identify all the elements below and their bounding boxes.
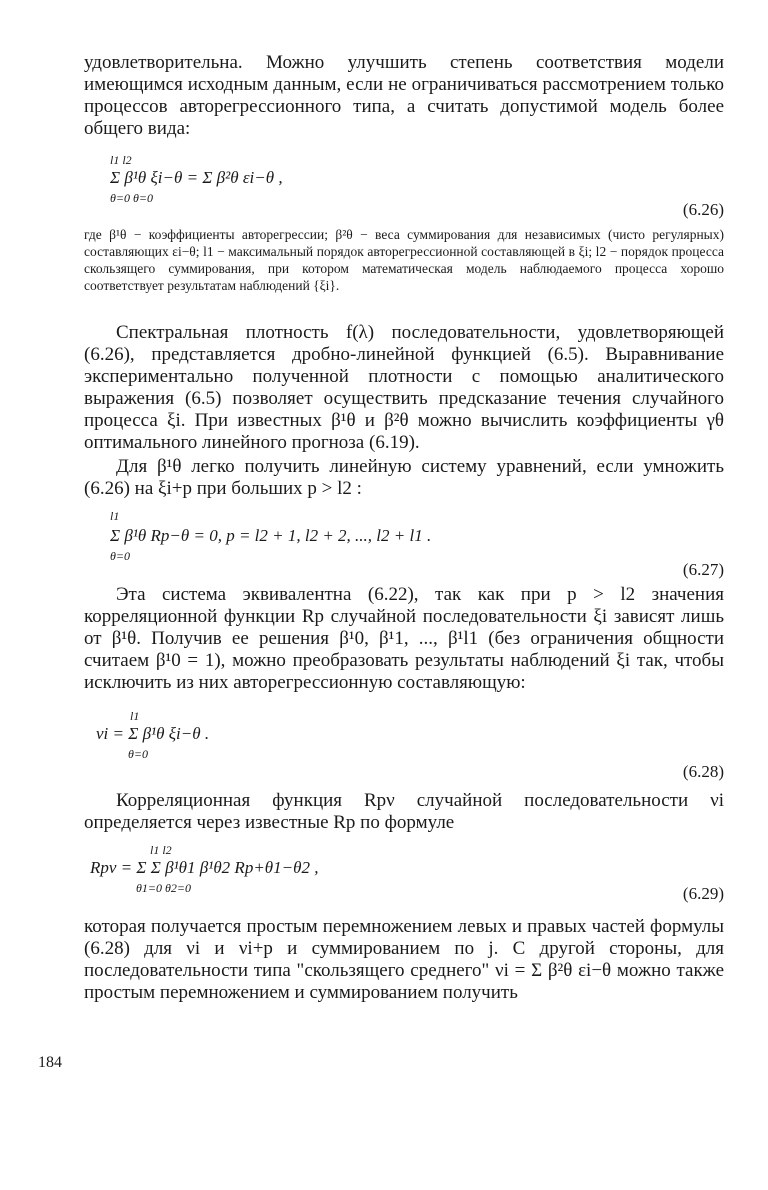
formula-6-28: νi = Σ β¹θ ξi−θ . <box>96 724 210 743</box>
equation-number-6-28: (6.28) <box>682 762 724 781</box>
formula-6-27-upper-limit: l1 <box>110 509 120 523</box>
equation-number-6-29: (6.29) <box>682 884 724 903</box>
equation-number-6-26: (6.26) <box>682 200 724 219</box>
formula-6-26-upper-limits: l1 l2 <box>110 153 132 167</box>
formula-6-28-upper-limit: l1 <box>130 709 140 723</box>
formula-6-27: Σ β¹θ Rp−θ = 0, p = l2 + 1, l2 + 2, ..., l2 + l1 . <box>110 526 432 545</box>
formula-6-29-upper-limits: l1 l2 <box>150 843 172 857</box>
paragraph-final: которая получается простым перемножением левых и правых частей формулы (6.28) для νi и νi+p и суммированием по j. С другой стороны, для последовательности типа "скользящего среднего" νi = Σ β²θ εi−θ можно также простым перемножением и суммированием получить <box>84 916 724 1003</box>
page-number: 184 <box>38 1054 62 1071</box>
paragraph-intro: удовлетворительна. Можно улучшить степень соответствия модели имеющимся исходным данным, если не ограничиваться рассмотрением только процессов авторегрессионного типа, а считать допустимой модель более общего вида: <box>84 52 724 139</box>
paragraph-note: где β¹θ − коэффициенты авторегрессии; β²θ − веса суммирования для независимых (чисто регулярных) составляющих εi−θ; l1 − максимальный порядок авторегрессионной составляющей в ξi; l2 − порядок процесса скользящего суммирования, при котором математическая модель наблюдаемого процесса хорошо соответствует результатам наблюдений {ξi}. <box>84 227 724 293</box>
formula-6-26-lower-limits: θ=0 θ=0 <box>110 191 153 205</box>
formula-6-27-lower-limit: θ=0 <box>110 549 130 563</box>
paragraph-correlation: Корреляционная функция Rpν случайной последовательности νi определяется через известные Rp по формуле <box>84 790 724 833</box>
paragraph-equivalence: Эта система эквивалентна (6.22), так как при p > l2 значения корреляционной функции Rp случайной последовательности ξi зависят лишь от β¹θ. Получив ее решения β¹0, β¹1, ..., β¹l1 (без ограничения общности считаем β¹0 = 1), можно преобразовать результаты наблюдений ξi так, чтобы исключить из них авторегрессионную составляющую: <box>84 584 724 693</box>
formula-6-28-lower-limit: θ=0 <box>128 747 148 761</box>
paragraph-for-beta: Для β¹θ легко получить линейную систему уравнений, если умножить (6.26) на ξi+p при больших p > l2 : <box>84 456 724 499</box>
equation-number-6-27: (6.27) <box>682 560 724 579</box>
paragraph-spectral: Спектральная плотность f(λ) последовательности, удовлетворяющей (6.26), представляется дробно-линейной функцией (6.5). Выравнивание экспериментально полученной плотности с помощью аналитического выражения (6.5) позволяет осуществить предсказание течения случайного процесса ξi. При известных β¹θ и β²θ можно вычислить коэффициенты γθ оптимального линейного прогноза (6.19). <box>84 322 724 453</box>
formula-6-26: Σ β¹θ ξi−θ = Σ β²θ εi−θ , <box>110 168 283 187</box>
formula-6-29: Rpν = Σ Σ β¹θ1 β¹θ2 Rp+θ1−θ2 , <box>90 858 319 877</box>
formula-6-29-lower-limits: θ1=0 θ2=0 <box>136 881 191 895</box>
